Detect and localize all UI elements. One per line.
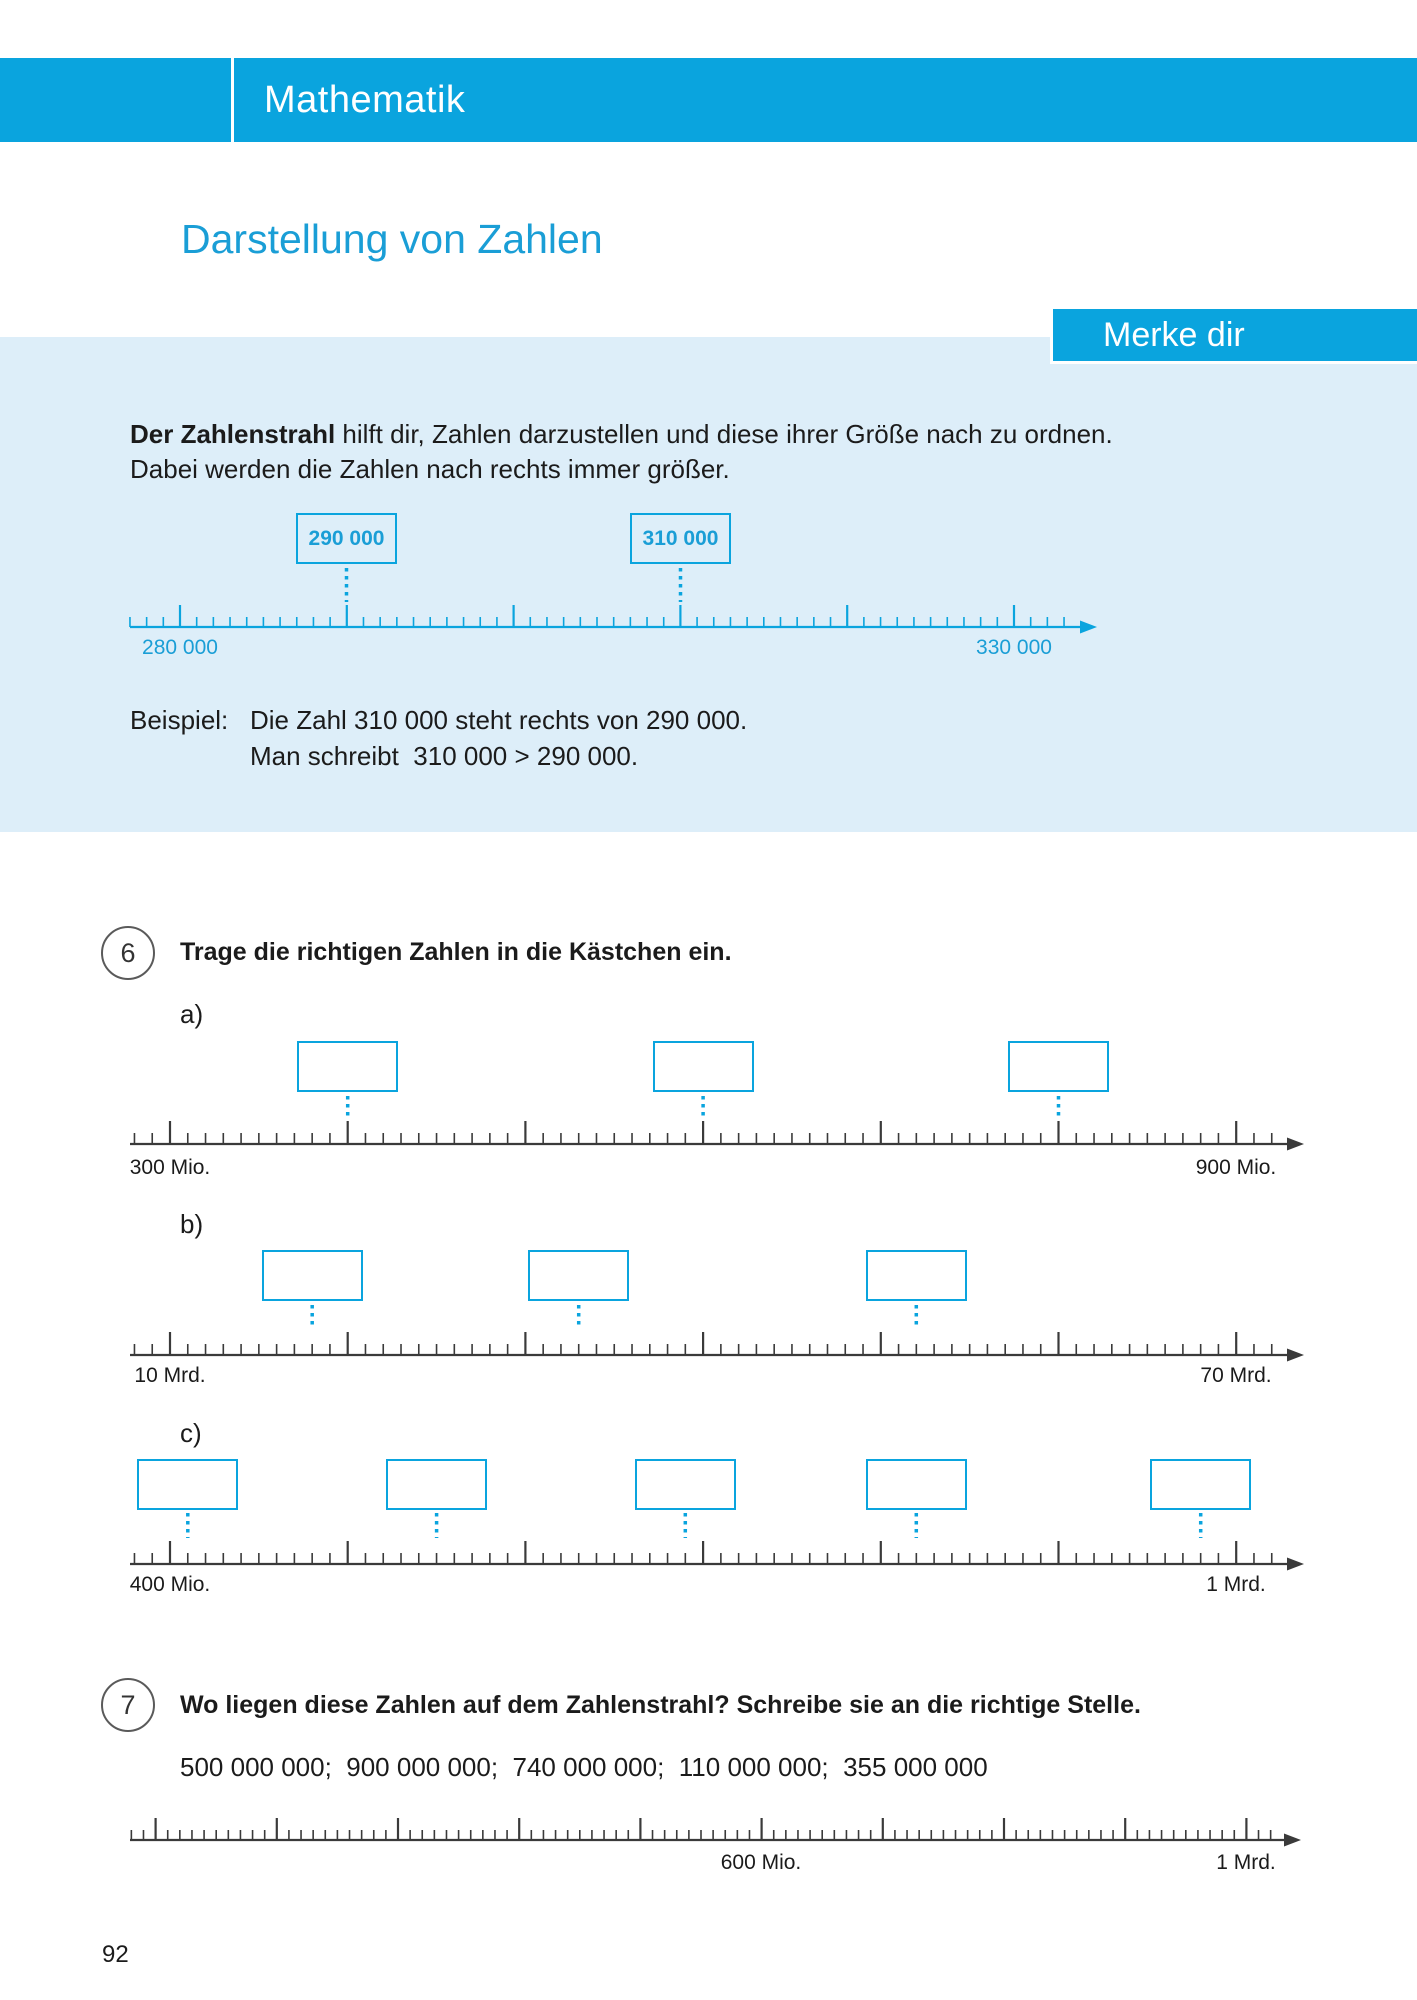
axis-arrow-head xyxy=(1287,1349,1304,1362)
part-a-label: a) xyxy=(180,999,204,1029)
merke-text-rest: hilft dir, Zahlen darzustellen und diese ihrer Größe nach zu ordnen. xyxy=(335,419,1113,449)
exercise-number-badge: 7 xyxy=(101,1678,155,1732)
beispiel-line-2: Man schreibt 310 000 > 290 000. xyxy=(250,741,639,771)
answer-box xyxy=(528,1250,629,1301)
answer-box xyxy=(386,1459,487,1510)
subject-title: Mathematik xyxy=(264,79,466,121)
term-zahlenstrahl: Der Zahlenstrahl xyxy=(130,419,336,449)
axis-arrow-head xyxy=(1287,1558,1304,1571)
exercise-7-instruction: Wo liegen diese Zahlen auf dem Zahlenstrahl? Schreibe sie an die richtige Stelle. xyxy=(180,1691,1141,1719)
merke-text-line-2: Dabei werden die Zahlen nach rechts immer größer. xyxy=(130,454,730,484)
header-bar xyxy=(0,58,1417,142)
page-title: Darstellung von Zahlen xyxy=(181,216,603,262)
part-b-end-label: 70 Mrd. xyxy=(1200,1364,1272,1387)
merke-text-line-1 xyxy=(130,417,1113,451)
part-a-start-label: 300 Mio. xyxy=(129,1156,211,1179)
beispiel-label: Beispiel: xyxy=(130,705,229,735)
axis-arrow-head xyxy=(1287,1138,1304,1151)
number-line-exercise-7 xyxy=(130,1818,1301,1847)
example-value-box: 310 000 xyxy=(630,513,731,564)
example-value-box: 290 000 xyxy=(296,513,397,564)
header-divider xyxy=(231,58,234,142)
answer-box xyxy=(866,1459,967,1510)
answer-box xyxy=(137,1459,238,1510)
merke-box xyxy=(0,337,1417,832)
exercise-number-badge: 6 xyxy=(101,926,155,980)
part-b-start-label: 10 Mrd. xyxy=(134,1364,206,1387)
beispiel-line-1: Die Zahl 310 000 steht rechts von 290 000. xyxy=(250,705,748,735)
part-c-label: c) xyxy=(180,1418,202,1448)
answer-box xyxy=(1150,1459,1251,1510)
answer-box xyxy=(653,1041,754,1092)
exercise-7-numbers: 500 000 000; 900 000 000; 740 000 000; 110 000 000; 355 000 000 xyxy=(180,1752,988,1782)
merke-tab-label: Merke dir xyxy=(1103,316,1245,354)
exercise-7-label-1-mrd: 1 Mrd. xyxy=(1216,1851,1276,1874)
part-c-end-label: 1 Mrd. xyxy=(1206,1573,1266,1596)
number-line-b xyxy=(130,1305,1304,1362)
answer-box xyxy=(635,1459,736,1510)
answer-box xyxy=(262,1250,363,1301)
axis-arrow-head xyxy=(1284,1834,1301,1847)
part-b-label: b) xyxy=(180,1209,204,1239)
merke-tab xyxy=(1050,306,1417,364)
example-start-label: 280 000 xyxy=(142,636,218,659)
part-a-end-label: 900 Mio. xyxy=(1195,1156,1277,1179)
exercise-6-instruction: Trage die richtigen Zahlen in die Kästchen ein. xyxy=(180,938,732,966)
answer-box xyxy=(1008,1041,1109,1092)
number-line-a xyxy=(130,1096,1304,1151)
number-line-c xyxy=(130,1513,1304,1571)
exercise-7-label-600-mio: 600 Mio. xyxy=(720,1851,802,1874)
example-end-label: 330 000 xyxy=(976,636,1052,659)
page-number: 92 xyxy=(102,1941,129,1968)
answer-box xyxy=(866,1250,967,1301)
part-c-start-label: 400 Mio. xyxy=(129,1573,211,1596)
answer-box xyxy=(297,1041,398,1092)
